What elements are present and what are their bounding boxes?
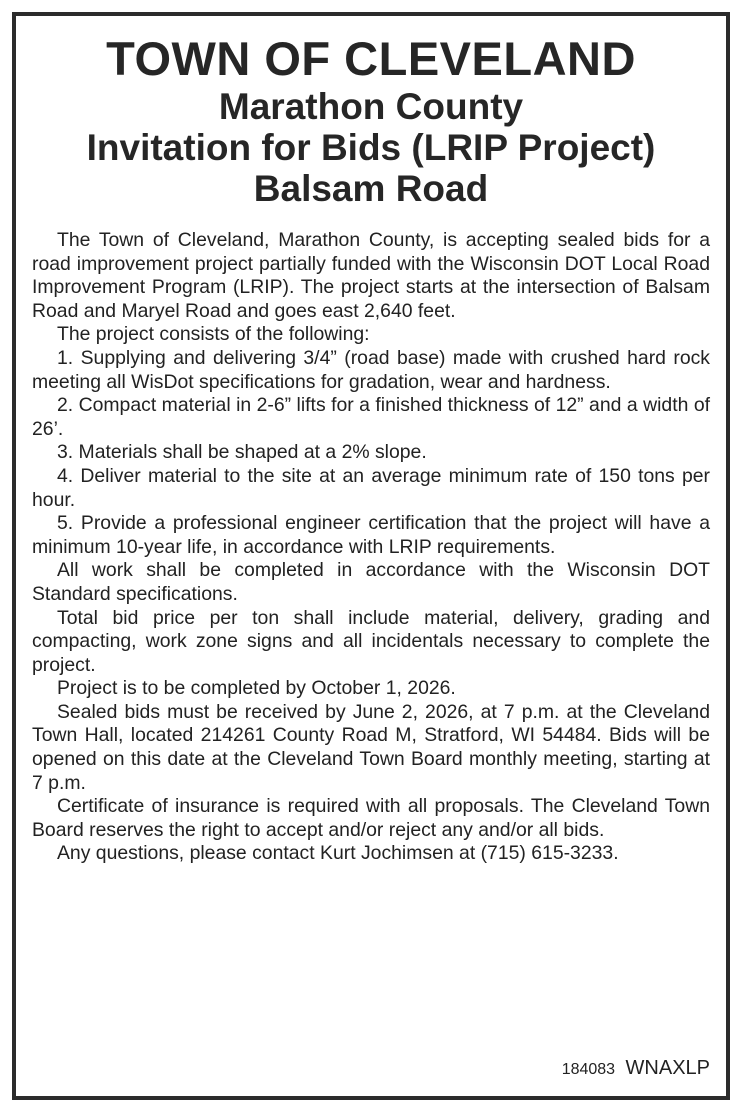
notice-footer xyxy=(562,1057,710,1080)
notice-subtitle-county: Marathon County xyxy=(218,86,524,127)
notice-code: 184083 xyxy=(561,1061,616,1078)
paragraph-item-1: 1. Supplying and delivering 3/4” (road base) made with crushed hard rock meeting all WisDot specifications for gradation, wear and hardness. xyxy=(32,346,710,393)
paragraph-intro: The Town of Cleveland, Marathon County, is accepting sealed bids for a road improvement project partially funded with the Wisconsin DOT Local Road Improvement Program (LRIP). The project starts at the intersection of Balsam Road and Maryel Road and goes east 2,640 feet. xyxy=(32,229,710,322)
paragraph-item-2: 2. Compact material in 2-6” lifts for a finished thickness of 12” and a width of 26’. xyxy=(32,394,710,440)
paragraph-insurance: Certificate of insurance is required with all proposals. The Cleveland Town Board reserves the right to accept and/or reject any and/or all bids. xyxy=(32,795,710,841)
paragraph-bid-price: Total bid price per ton shall include material, delivery, grading and compacting, work zone signs and all incidentals necessary to complete the project. xyxy=(32,606,710,676)
paragraph-standards: All work shall be completed in accordance with the Wisconsin DOT Standard specifications. xyxy=(32,559,710,605)
paragraph-item-5: 5. Provide a professional engineer certification that the project will have a minimum 10-year life, in accordance with LRIP requirements. xyxy=(32,512,710,558)
notice-tag: WNAXLP xyxy=(625,1057,710,1079)
paragraph-consists: The project consists of the following: xyxy=(57,323,370,346)
paragraph-completion-date: Project is to be completed by October 1, 2026. xyxy=(57,677,456,700)
legal-notice xyxy=(32,32,710,1084)
paragraph-sealed-bids: Sealed bids must be received by June 2, 2026, at 7 p.m. at the Cleveland Town Hall, located 214261 County Road M, Stratford, WI 54484. Bids will be opened on this date at the Cleveland Town Board monthly meeting, starting at 7 p.m. xyxy=(32,700,710,794)
notice-subtitle-road: Balsam Road xyxy=(253,168,489,209)
paragraph-contact: Any questions, please contact Kurt Jochimsen at (715) 615-3233. xyxy=(57,842,619,865)
paragraph-item-3: 3. Materials shall be shaped at a 2% slope. xyxy=(57,441,427,464)
notice-subtitle-invitation: Invitation for Bids (LRIP Project) xyxy=(86,127,656,168)
legal-notice-frame xyxy=(12,12,730,1100)
notice-body xyxy=(32,229,710,866)
paragraph-item-4: 4. Deliver material to the site at an average minimum rate of 150 tons per hour. xyxy=(32,464,710,511)
notice-title: TOWN OF CLEVELAND xyxy=(106,32,636,85)
